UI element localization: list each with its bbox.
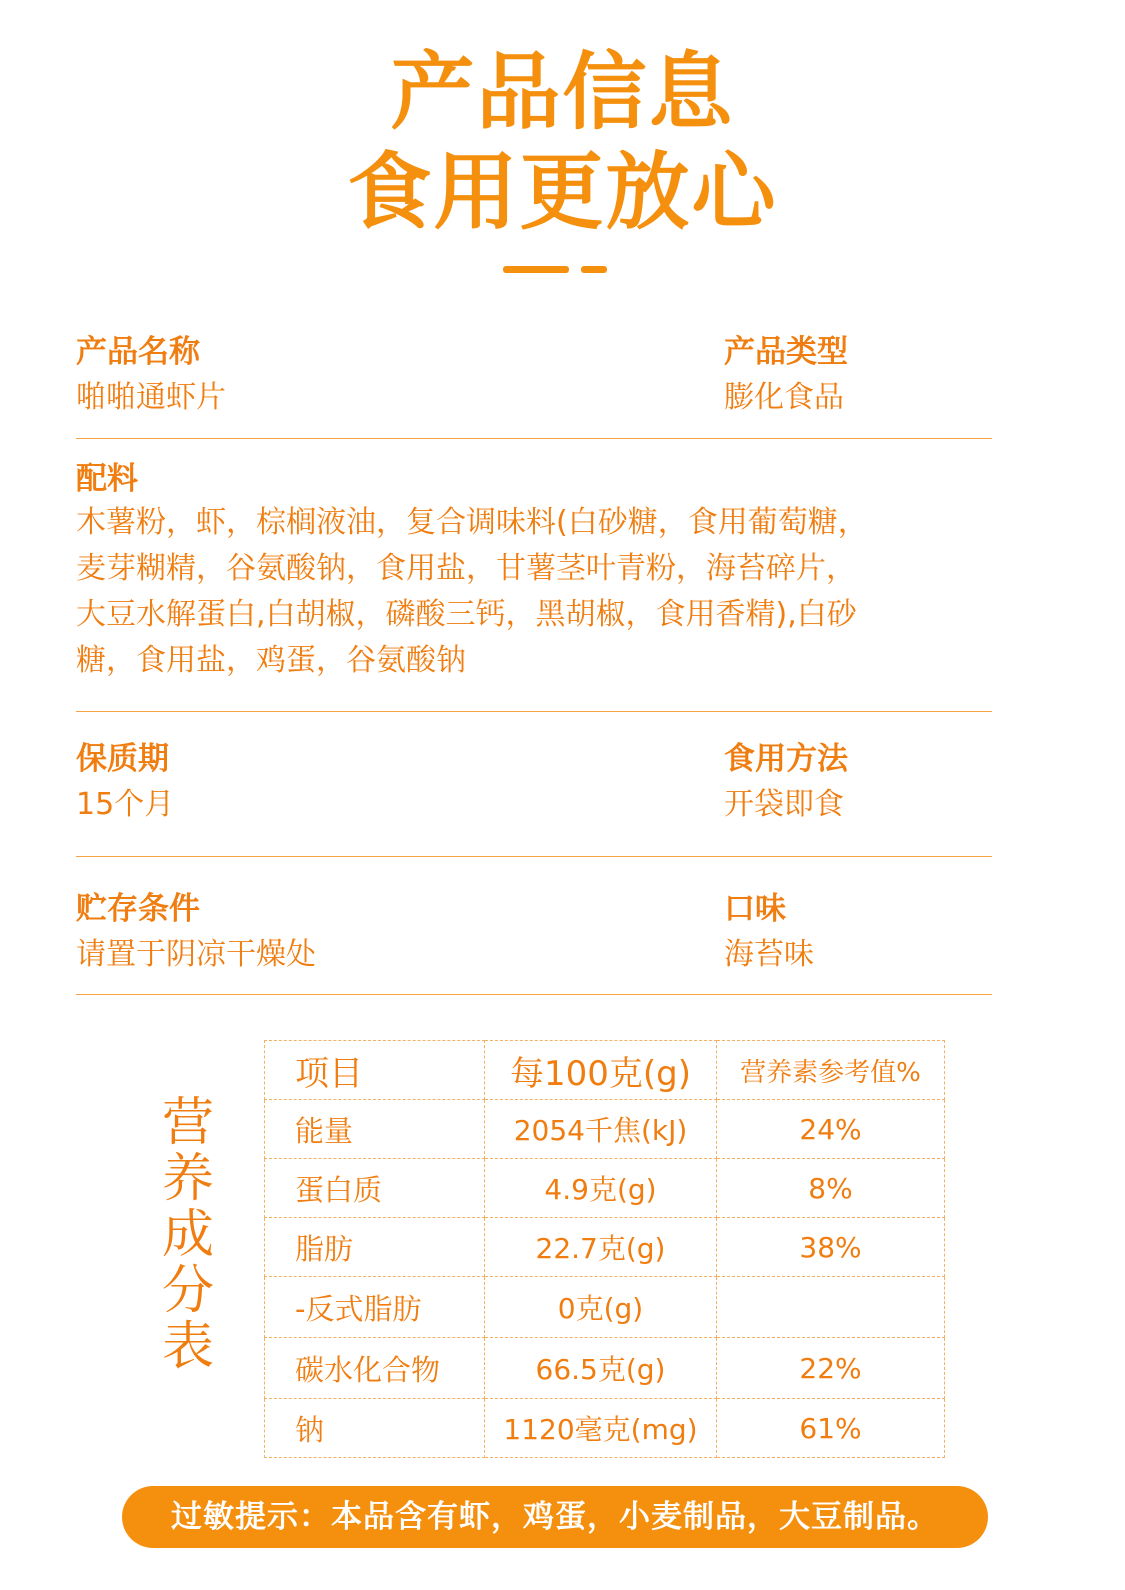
nutrient-name: 脂肪 bbox=[265, 1218, 485, 1277]
nutrient-amount: 4.9克(g) bbox=[485, 1159, 717, 1218]
nutrition-title-char: 养 bbox=[161, 1149, 214, 1209]
ingredients-line: 大豆水解蛋白,白胡椒，磷酸三钙，黑胡椒，食用香精),白砂 bbox=[76, 597, 857, 632]
product-name-label: 产品名称 bbox=[76, 334, 200, 370]
nutrition-row bbox=[265, 1277, 945, 1338]
nutrition-table-title bbox=[158, 1095, 218, 1375]
nutrient-nrv: 24% bbox=[717, 1100, 945, 1159]
allergy-warning-banner: 过敏提示：本品含有虾，鸡蛋，小麦制品，大豆制品。 bbox=[122, 1486, 988, 1548]
nutrition-row bbox=[265, 1338, 945, 1399]
headline-product-info: 产品信息 bbox=[390, 43, 735, 141]
nutrition-title-char: 表 bbox=[161, 1317, 214, 1377]
nutrition-header-row bbox=[265, 1041, 945, 1100]
nutrition-title-char: 营 bbox=[161, 1093, 214, 1153]
nutrient-nrv: 22% bbox=[717, 1338, 945, 1399]
nutrient-amount: 22.7克(g) bbox=[485, 1218, 717, 1277]
storage-label: 贮存条件 bbox=[76, 891, 200, 927]
ingredients-text bbox=[76, 500, 996, 684]
nutrition-row bbox=[265, 1159, 945, 1218]
title-divider-short bbox=[581, 266, 607, 273]
nutrition-title-char: 成 bbox=[161, 1205, 214, 1265]
section-divider bbox=[76, 994, 992, 995]
header-nrv: 营养素参考值% bbox=[717, 1041, 945, 1100]
nutrient-name: 钠 bbox=[265, 1399, 485, 1458]
nutrient-nrv bbox=[717, 1277, 945, 1338]
product-name-value: 啪啪通虾片 bbox=[76, 380, 226, 415]
ingredients-line: 麦芽糊精，谷氨酸钠，食用盐，甘薯茎叶青粉，海苔碎片， bbox=[76, 551, 856, 586]
ingredients-line: 糖，食用盐，鸡蛋，谷氨酸钠 bbox=[76, 643, 466, 678]
usage-value: 开袋即食 bbox=[724, 787, 844, 822]
nutrition-table bbox=[264, 1040, 945, 1458]
section-divider bbox=[76, 711, 992, 712]
usage-label: 食用方法 bbox=[724, 741, 848, 777]
storage-value: 请置于阴凉干燥处 bbox=[76, 937, 316, 972]
nutrient-amount: 1120毫克(mg) bbox=[485, 1399, 717, 1458]
section-divider bbox=[76, 438, 992, 439]
section-divider bbox=[76, 856, 992, 857]
nutrient-amount: 2054千焦(kJ) bbox=[485, 1100, 717, 1159]
product-type-value: 膨化食品 bbox=[724, 380, 844, 415]
flavor-value: 海苔味 bbox=[724, 937, 814, 972]
nutrient-name: 能量 bbox=[265, 1100, 485, 1159]
nutrient-nrv: 61% bbox=[717, 1399, 945, 1458]
nutrient-amount: 0克(g) bbox=[485, 1277, 717, 1338]
shelf-life-label: 保质期 bbox=[76, 741, 169, 777]
nutrient-name: 碳水化合物 bbox=[265, 1338, 485, 1399]
flavor-label: 口味 bbox=[724, 891, 786, 927]
nutrition-row bbox=[265, 1100, 945, 1159]
nutrition-title-char: 分 bbox=[161, 1261, 214, 1321]
ingredients-label: 配料 bbox=[76, 461, 138, 497]
title-divider-long bbox=[503, 266, 569, 273]
nutrient-nrv: 38% bbox=[717, 1218, 945, 1277]
nutrition-row bbox=[265, 1399, 945, 1458]
product-type-label: 产品类型 bbox=[724, 334, 848, 370]
shelf-life-value: 15个月 bbox=[76, 787, 175, 822]
nutrient-name: -反式脂肪 bbox=[265, 1277, 485, 1338]
header-item: 项目 bbox=[265, 1041, 485, 1100]
headline-safe-to-eat: 食用更放心 bbox=[347, 143, 778, 241]
nutrient-name: 蛋白质 bbox=[265, 1159, 485, 1218]
ingredients-line: 木薯粉，虾，棕榈液油，复合调味料(白砂糖，食用葡萄糖， bbox=[76, 505, 868, 540]
nutrient-amount: 66.5克(g) bbox=[485, 1338, 717, 1399]
nutrition-row bbox=[265, 1218, 945, 1277]
nutrient-nrv: 8% bbox=[717, 1159, 945, 1218]
header-per-100g: 每100克(g) bbox=[485, 1041, 717, 1100]
